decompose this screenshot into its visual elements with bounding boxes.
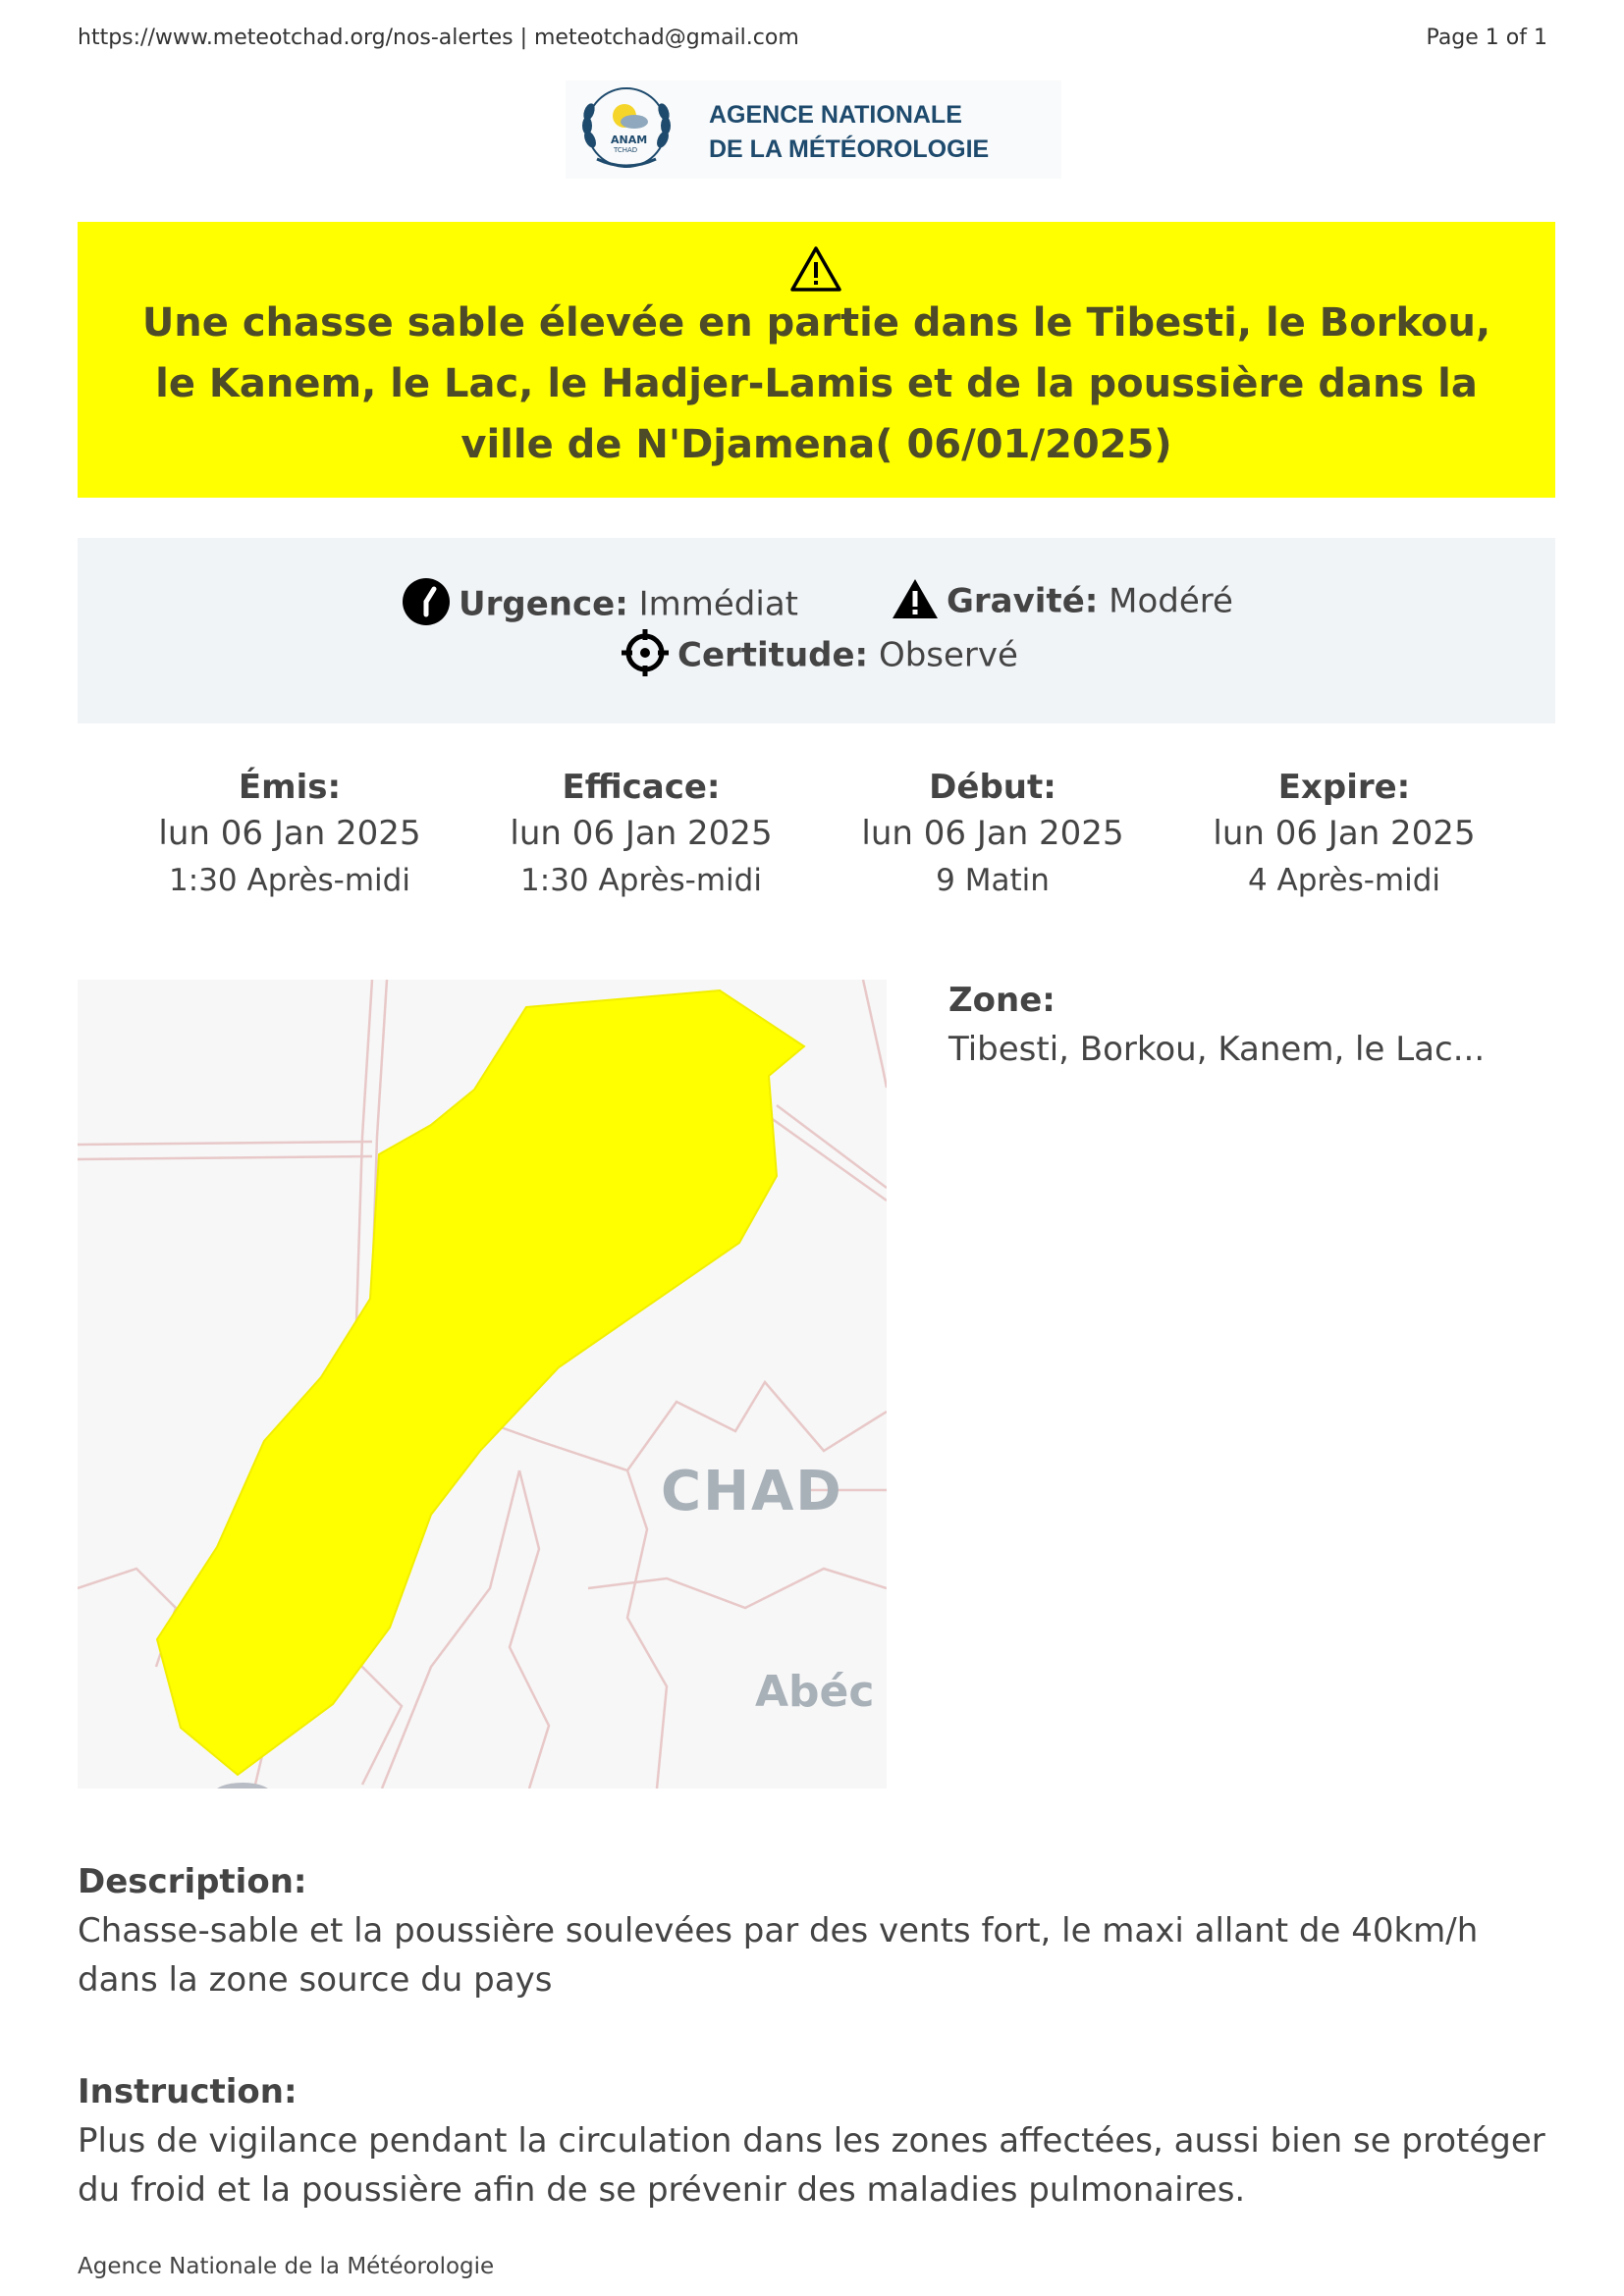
time-hour: 1:30 Après-midi <box>520 863 762 898</box>
description-text: Chasse-sable et la poussière soulevées par des vents fort, le maxi allant de 40km/h dans la zone source du pays <box>78 1911 1479 2000</box>
footer-agency: Agence Nationale de la Météorologie <box>78 2254 495 2279</box>
certitude-value: Observé <box>878 635 1018 675</box>
warning-triangle-icon <box>789 245 842 293</box>
map-country-label: CHAD <box>661 1460 843 1523</box>
map-canvas <box>78 980 887 1789</box>
time-date: lun 06 Jan 2025 <box>1213 814 1476 853</box>
crosshair-icon <box>621 628 670 677</box>
time-hour: 1:30 Après-midi <box>169 863 410 898</box>
time-date: lun 06 Jan 2025 <box>510 814 773 853</box>
urgence-label: Urgence: <box>459 584 628 624</box>
laurel-emblem-icon <box>575 82 677 177</box>
time-col-expire <box>1167 766 1521 903</box>
zone-label: Zone: <box>948 981 1056 1020</box>
time-col-emis <box>113 766 466 903</box>
emblem-text: ANAM <box>611 133 648 146</box>
time-col-efficace <box>464 766 818 903</box>
time-label: Émis: <box>238 768 342 807</box>
page-number: Page 1 of 1 <box>1426 26 1547 50</box>
emblem-subtext: TCHAD <box>614 146 638 154</box>
zone-section <box>948 976 1485 1074</box>
description-section <box>78 1857 1555 2004</box>
time-label: Efficace: <box>562 768 721 807</box>
warning-icon <box>892 577 939 620</box>
time-label: Expire: <box>1277 768 1411 807</box>
certitude-item <box>621 632 1018 681</box>
alert-banner <box>78 222 1555 498</box>
time-label: Début: <box>929 768 1056 807</box>
gravite-item <box>892 581 1233 624</box>
alert-title: Une chasse sable élevée en partie dans le Tibesti, le Borkou, le Kanem, le Lac, le Hadjer-Lamis et de la poussière dans la ville de N'Djamena( 06/01/2025) <box>141 300 1491 467</box>
instruction-section <box>78 2067 1555 2215</box>
gravite-label: Gravité: <box>947 581 1099 621</box>
clock-icon <box>402 577 451 626</box>
zone-value: Tibesti, Borkou, Kanem, le Lac... <box>948 1030 1486 1069</box>
header-url-email[interactable]: https://www.meteotchad.org/nos-alertes | meteotchad@gmail.com <box>78 26 799 50</box>
agency-name-line1: AGENCE NATIONALE <box>709 101 962 129</box>
agency-name <box>709 98 989 167</box>
agency-logo <box>566 80 1061 179</box>
time-date: lun 06 Jan 2025 <box>158 814 421 853</box>
certitude-label: Certitude: <box>677 635 869 675</box>
alert-zone-map[interactable] <box>78 980 887 1789</box>
time-hour: 4 Après-midi <box>1247 863 1441 898</box>
alert-meta-panel <box>78 538 1555 723</box>
instruction-label: Instruction: <box>78 2072 298 2111</box>
map-city-label: Abéc <box>755 1667 875 1717</box>
description-label: Description: <box>78 1862 307 1901</box>
gravite-value: Modéré <box>1109 581 1233 621</box>
agency-name-line2: DE LA MÉTÉOROLOGIE <box>709 135 990 163</box>
urgence-item <box>402 581 798 630</box>
time-col-debut <box>816 766 1169 903</box>
instruction-text: Plus de vigilance pendant la circulation dans les zones affectées, aussi bien se protéger du froid et la poussière afin de se prévenir des maladies pulmonaires. <box>78 2121 1545 2210</box>
time-hour: 9 Matin <box>936 863 1050 898</box>
urgence-value: Immédiat <box>638 584 798 624</box>
time-date: lun 06 Jan 2025 <box>861 814 1124 853</box>
